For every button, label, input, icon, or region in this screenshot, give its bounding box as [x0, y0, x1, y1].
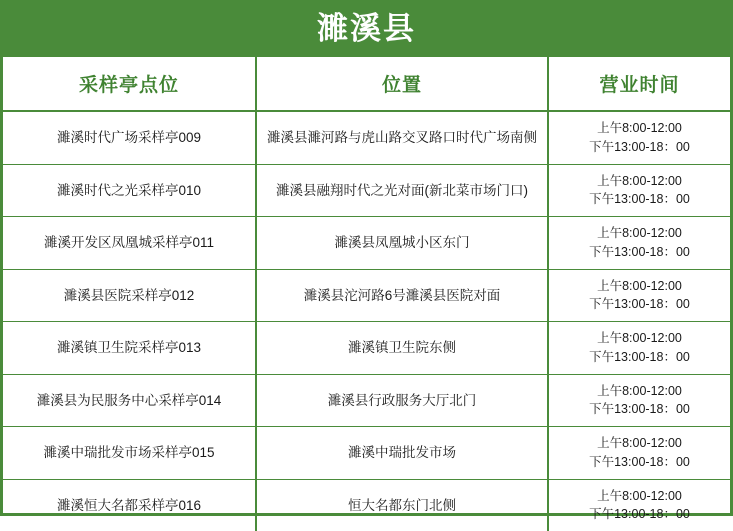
cell-booth-name: 濉溪县医院采样亭012	[3, 269, 256, 322]
cell-location: 濉溪县濉河路与虎山路交叉路口时代广场南侧	[256, 111, 548, 164]
hours-morning: 上午8:00-12:00	[597, 436, 682, 451]
cell-hours	[548, 427, 730, 480]
table-row	[3, 427, 730, 480]
cell-booth-name: 濉溪恒大名都采样亭016	[3, 479, 256, 531]
hours-morning: 上午8:00-12:00	[597, 488, 682, 503]
page-title: 濉溪县	[3, 3, 730, 57]
cell-location: 恒大名都东门北侧	[256, 479, 548, 531]
hours-afternoon: 下午13:00-18：00	[589, 192, 690, 207]
hours-morning: 上午8:00-12:00	[597, 331, 682, 346]
cell-location: 濉溪镇卫生院东侧	[256, 322, 548, 375]
hours-morning: 上午8:00-12:00	[597, 226, 682, 241]
table-row	[3, 374, 730, 427]
cell-location: 濉溪中瑞批发市场	[256, 427, 548, 480]
cell-booth-name: 濉溪中瑞批发市场采样亭015	[3, 427, 256, 480]
hours-afternoon: 下午13:00-18：00	[589, 402, 690, 417]
table-row	[3, 111, 730, 164]
cell-hours	[548, 269, 730, 322]
hours-afternoon: 下午13:00-18：00	[589, 297, 690, 312]
cell-hours	[548, 374, 730, 427]
cell-booth-name: 濉溪时代广场采样亭009	[3, 111, 256, 164]
column-header-location: 位置	[256, 57, 548, 111]
column-header-name: 采样亭点位	[3, 57, 256, 111]
cell-hours	[548, 479, 730, 531]
table-row	[3, 479, 730, 531]
cell-hours	[548, 217, 730, 270]
table-row	[3, 164, 730, 217]
hours-afternoon: 下午13:00-18：00	[589, 139, 690, 154]
column-header-hours: 营业时间	[548, 57, 730, 111]
cell-location: 濉溪县融翔时代之光对面(新北菜市场门口)	[256, 164, 548, 217]
hours-morning: 上午8:00-12:00	[597, 173, 682, 188]
cell-hours	[548, 322, 730, 375]
table-body	[3, 111, 730, 531]
cell-booth-name: 濉溪时代之光采样亭010	[3, 164, 256, 217]
cell-hours	[548, 111, 730, 164]
table-row	[3, 217, 730, 270]
hours-afternoon: 下午13:00-18：00	[589, 349, 690, 364]
hours-morning: 上午8:00-12:00	[597, 121, 682, 136]
cell-booth-name: 濉溪县为民服务中心采样亭014	[3, 374, 256, 427]
table-row	[3, 269, 730, 322]
sampling-booth-table	[3, 57, 730, 531]
table-header-row	[3, 57, 730, 111]
hours-afternoon: 下午13:00-18：00	[589, 454, 690, 469]
hours-afternoon: 下午13:00-18：00	[589, 244, 690, 259]
hours-morning: 上午8:00-12:00	[597, 383, 682, 398]
table-row	[3, 322, 730, 375]
cell-location: 濉溪县沱河路6号濉溪县医院对面	[256, 269, 548, 322]
cell-hours	[548, 164, 730, 217]
hours-morning: 上午8:00-12:00	[597, 278, 682, 293]
cell-booth-name: 濉溪镇卫生院采样亭013	[3, 322, 256, 375]
cell-location: 濉溪县行政服务大厅北门	[256, 374, 548, 427]
hours-afternoon: 下午13:00-18：00	[589, 507, 690, 522]
cell-location: 濉溪县凤凰城小区东门	[256, 217, 548, 270]
cell-booth-name: 濉溪开发区凤凰城采样亭011	[3, 217, 256, 270]
